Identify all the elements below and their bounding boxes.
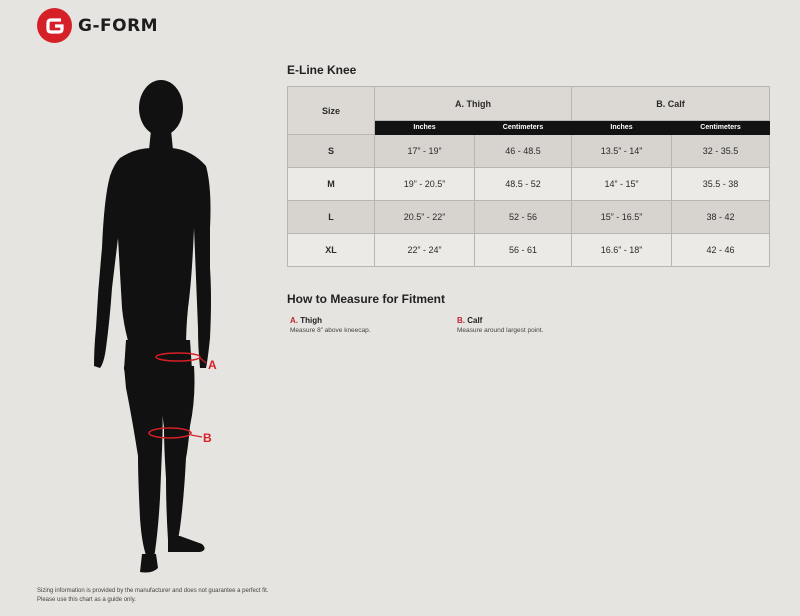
thigh-inches-cell: 17” - 19”	[375, 135, 475, 168]
size-cell: M	[288, 168, 375, 201]
measure-item-calf	[457, 316, 543, 336]
calf-group-header: B. Calf	[572, 87, 770, 121]
size-cell: L	[288, 201, 375, 234]
calf-inches-cell: 15” - 16.5”	[572, 201, 672, 234]
thigh-cm-cell: 52 - 56	[475, 201, 572, 234]
thigh-cm-cell: 46 - 48.5	[475, 135, 572, 168]
measure-name: Thigh	[300, 316, 323, 325]
calf-cm-cell: 32 - 35.5	[672, 135, 770, 168]
table-row	[288, 135, 770, 168]
calf-cm-cell: 42 - 46	[672, 234, 770, 267]
thigh-cm-cell: 56 - 61	[475, 234, 572, 267]
calf-cm-header: Centimeters	[672, 121, 770, 135]
measure-letter: B.	[457, 316, 465, 325]
calf-inches-cell: 14” - 15”	[572, 168, 672, 201]
calf-inches-header: Inches	[572, 121, 672, 135]
disclaimer-line-2: Please use this chart as a guide only.	[37, 597, 136, 603]
brand-logo	[37, 8, 158, 43]
size-column-header: Size	[288, 87, 375, 135]
brand-name: G-FORM	[78, 15, 159, 36]
disclaimer-line-1: Sizing information is provided by the manufacturer and does not guarantee a perfect fit.	[37, 588, 269, 594]
disclaimer	[37, 587, 268, 605]
chart-title: E-Line Knee	[287, 63, 357, 77]
thigh-marker-label: A	[208, 358, 217, 372]
measure-description: Measure around largest point.	[457, 327, 544, 334]
thigh-inches-cell: 19” - 20.5”	[375, 168, 475, 201]
g-logo-icon	[37, 8, 72, 43]
size-cell: XL	[288, 234, 375, 267]
size-table	[287, 86, 770, 267]
calf-cm-cell: 35.5 - 38	[672, 168, 770, 201]
thigh-inches-header: Inches	[375, 121, 475, 135]
calf-inches-cell: 13.5” - 14”	[572, 135, 672, 168]
thigh-inches-cell: 22” - 24”	[375, 234, 475, 267]
calf-inches-cell: 16.6” - 18”	[572, 234, 672, 267]
measure-description: Measure 8” above kneecap.	[290, 327, 371, 334]
size-cell: S	[288, 135, 375, 168]
measure-name: Calf	[467, 316, 483, 325]
thigh-inches-cell: 20.5” - 22”	[375, 201, 475, 234]
calf-cm-cell: 38 - 42	[672, 201, 770, 234]
table-row	[288, 201, 770, 234]
body-silhouette	[60, 78, 240, 578]
thigh-cm-cell: 48.5 - 52	[475, 168, 572, 201]
measure-letter: A.	[290, 316, 298, 325]
thigh-group-header: A. Thigh	[375, 87, 572, 121]
table-row	[288, 234, 770, 267]
thigh-cm-header: Centimeters	[475, 121, 572, 135]
measure-item-thigh	[290, 316, 371, 336]
measure-title: How to Measure for Fitment	[287, 292, 446, 306]
table-row	[288, 168, 770, 201]
calf-marker-label: B	[203, 431, 212, 445]
